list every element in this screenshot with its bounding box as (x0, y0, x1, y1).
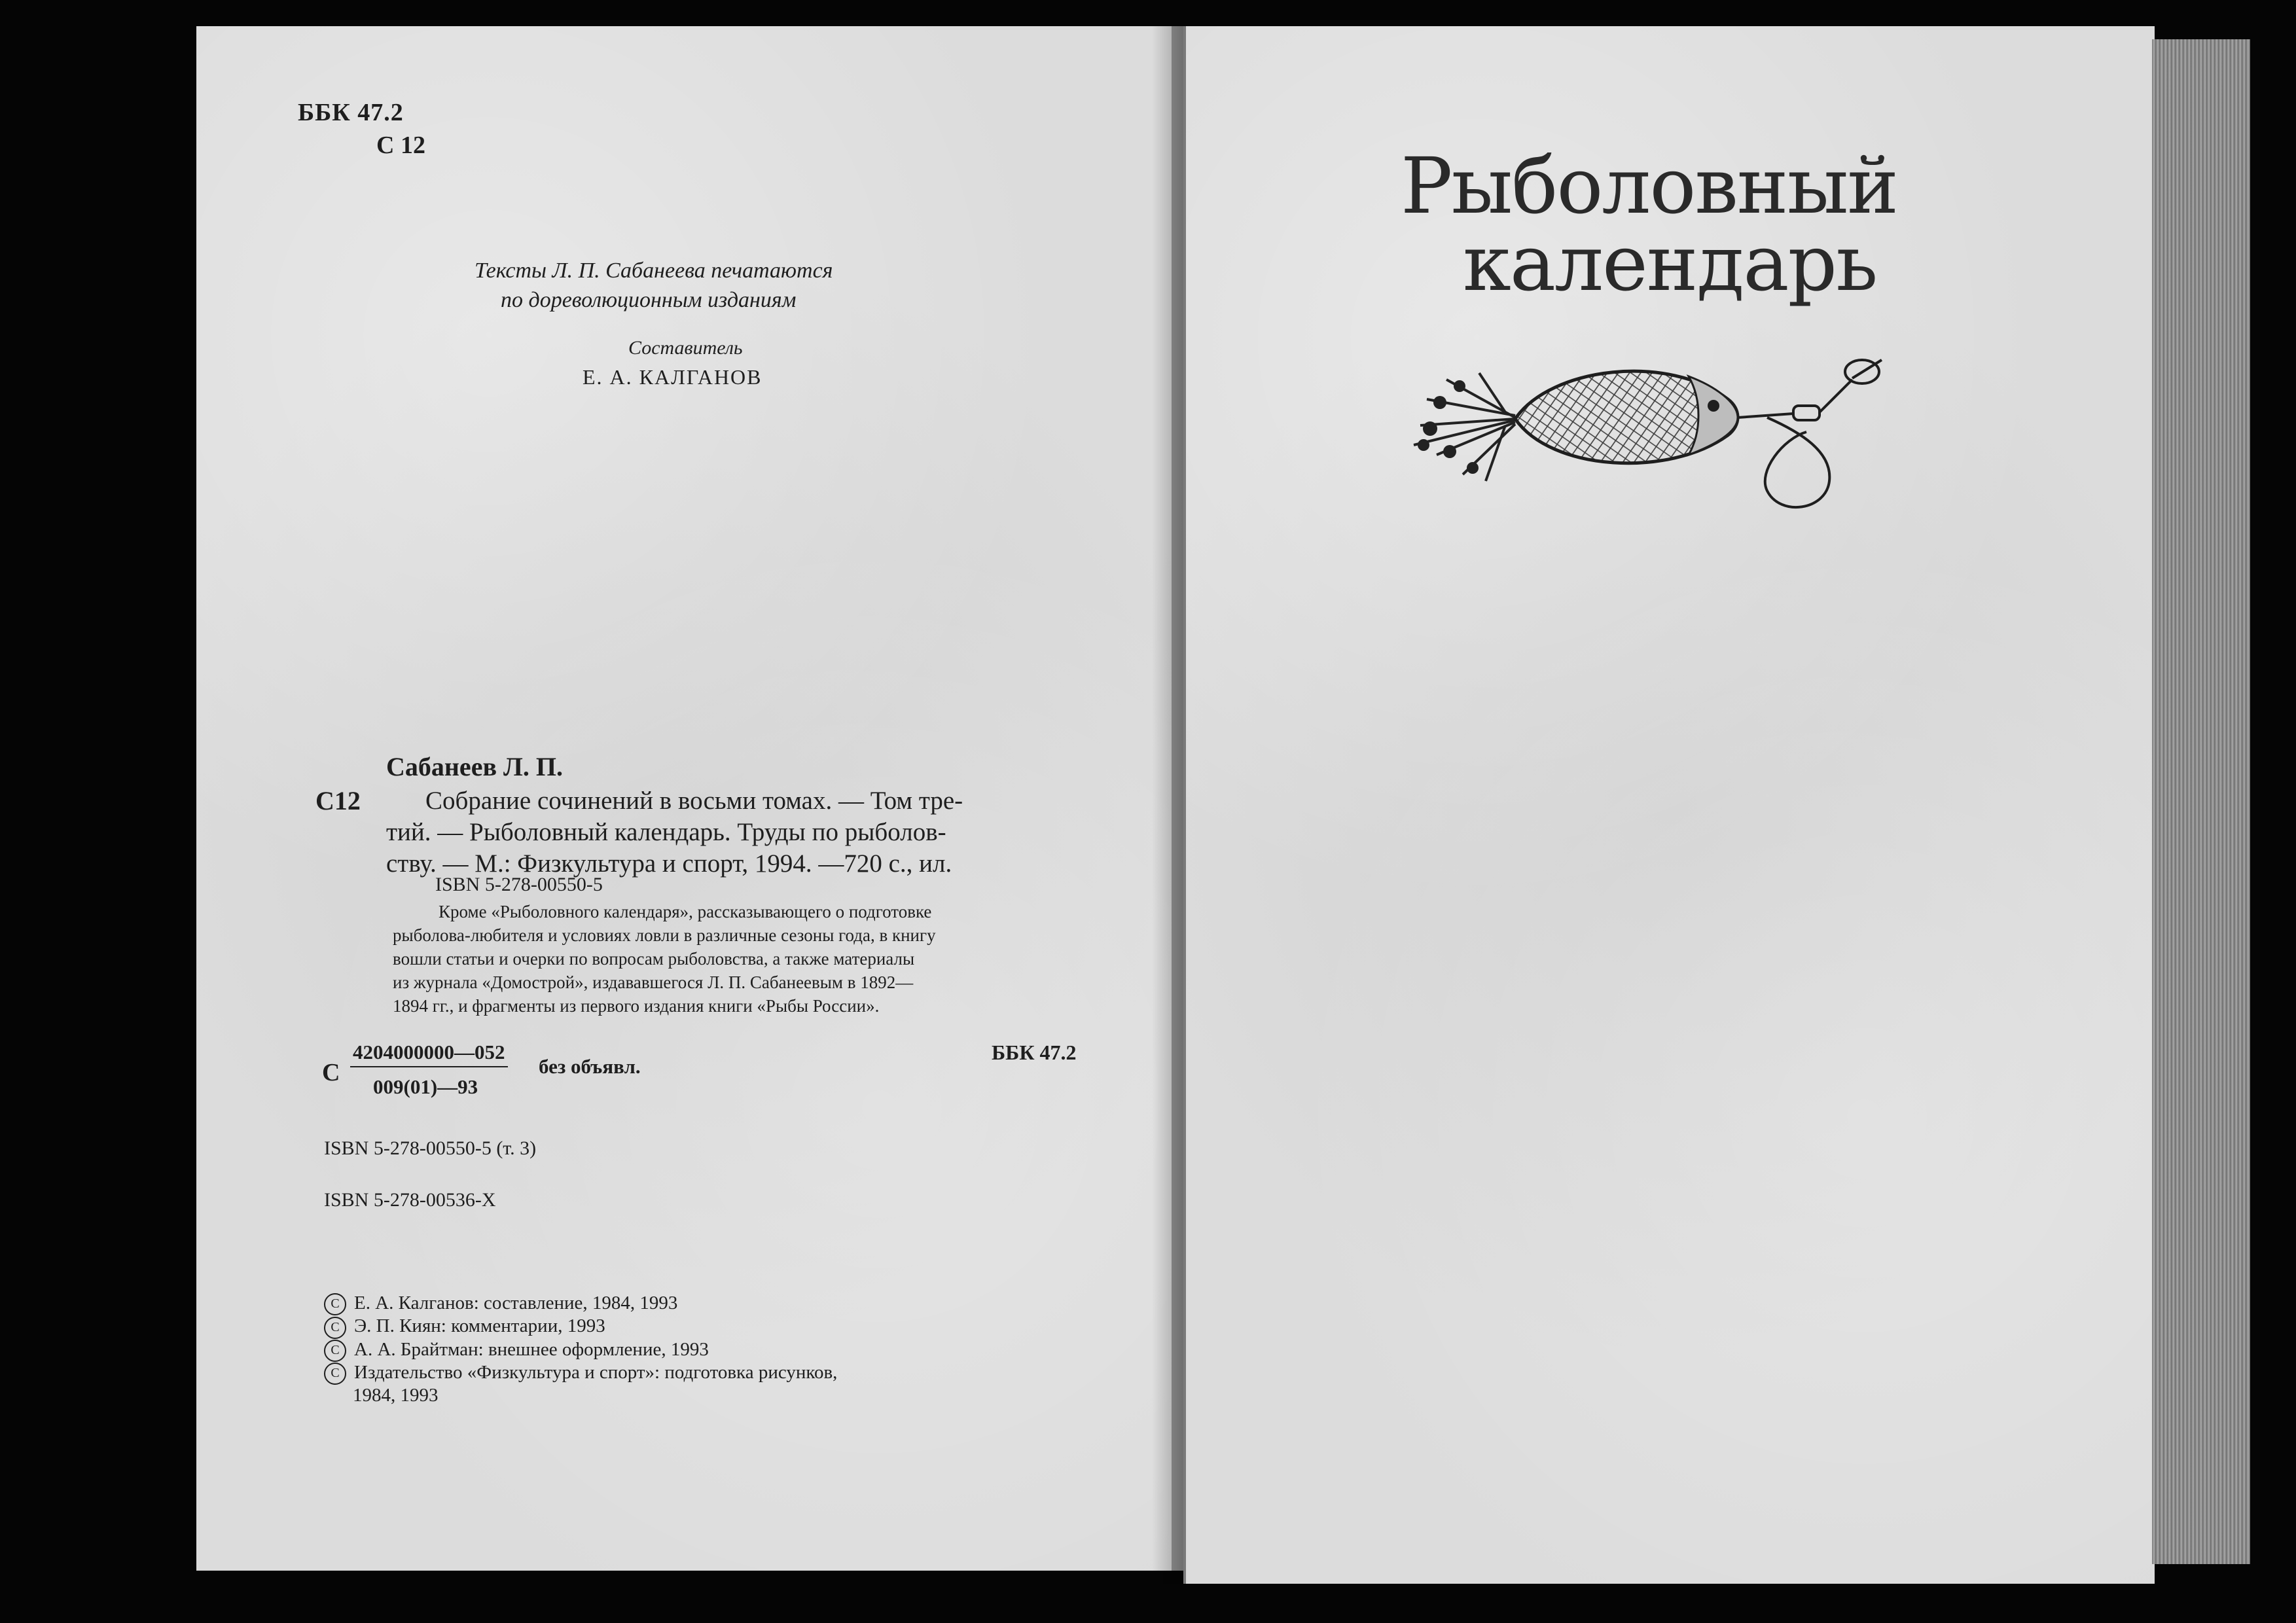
book-title-line-1: Рыболовный (1401, 141, 1898, 231)
description-line: Собрание сочинений в восьми томах. — Том тре- (425, 787, 963, 815)
copyright-icon: C (324, 1340, 346, 1362)
copyright-text: А. А. Брайтман: внешнее оформление, 1993 (354, 1338, 709, 1360)
fishing-lure-icon (1401, 340, 1898, 524)
catalog-author: Сабанеев Л. П. (386, 752, 563, 781)
copyright-list (324, 1293, 837, 1406)
catalog-isbn: ISBN 5-278-00550-5 (435, 874, 603, 895)
copyright-row (324, 1339, 837, 1362)
page-edge-stack (2152, 39, 2250, 1564)
book-title (1401, 141, 1911, 308)
isbn-volume: ISBN 5-278-00550-5 (т. 3) (324, 1137, 537, 1159)
edition-note-line-2: по дореволюционным изданиям (501, 288, 797, 312)
annotation-line: рыболова-любителя и условиях ловли в различные сезоны года, в книгу (393, 925, 936, 945)
copyright-text: Е. А. Калганов: составление, 1984, 1993 (354, 1293, 678, 1313)
catalog-annotation (393, 900, 1093, 1018)
copyright-text: Издательство «Физкультура и спорт»: подготовка рисунков, (354, 1362, 838, 1383)
description-line: тий. — Рыболовный календарь. Труды по рыболов- (386, 818, 946, 846)
annotation-line: 1894 гг., и фрагменты из первого издания книги «Рыбы России». (393, 996, 880, 1016)
copyright-icon: C (324, 1293, 346, 1315)
lure-eye (1708, 400, 1719, 412)
edition-note-line-1: Тексты Л. П. Сабанеева печатаются (475, 259, 833, 283)
copyright-continuation: 1984, 1993 (353, 1385, 439, 1406)
description-line: ству. — М.: Физкультура и спорт, 1994. —720 с., ил. (386, 849, 952, 878)
classification-letter: С (322, 1059, 340, 1086)
copyright-icon: C (324, 1317, 346, 1339)
copyright-row (324, 1293, 837, 1315)
annotation-line: из журнала «Домострой», издававшегося Л. П. Сабанеевым в 1892— (393, 972, 914, 992)
bbk-code-right: ББК 47.2 (992, 1041, 1077, 1064)
catalog-code: С12 (315, 786, 361, 815)
annotation-line: Кроме «Рыболовного календаря», рассказывающего о подготовке (439, 902, 932, 921)
classification-note: без объявл. (539, 1055, 641, 1078)
classification-numerator: 4204000000—052 (350, 1041, 508, 1067)
isbn-set: ISBN 5-278-00536-X (324, 1189, 496, 1211)
classification-denominator: 009(01)—93 (373, 1075, 478, 1098)
lure-tassel-knots (1418, 380, 1479, 474)
compiler-label: Составитель (628, 337, 743, 359)
copyright-icon: C (324, 1363, 346, 1385)
catalog-description (386, 785, 1093, 880)
annotation-line: вошли статьи и очерки по вопросам рыболовства, а также материалы (393, 949, 915, 969)
copyright-row (324, 1362, 837, 1385)
bbk-subcode: С 12 (376, 132, 425, 159)
lure-swivel (1738, 360, 1882, 507)
copyright-text: Э. П. Киян: комментарии, 1993 (354, 1315, 605, 1337)
book-title-line-2: календарь (1463, 218, 1877, 308)
compiler-name: Е. А. КАЛГАНОВ (583, 365, 762, 389)
bbk-code: ББК 47.2 (298, 99, 404, 126)
copyright-row (324, 1315, 837, 1338)
